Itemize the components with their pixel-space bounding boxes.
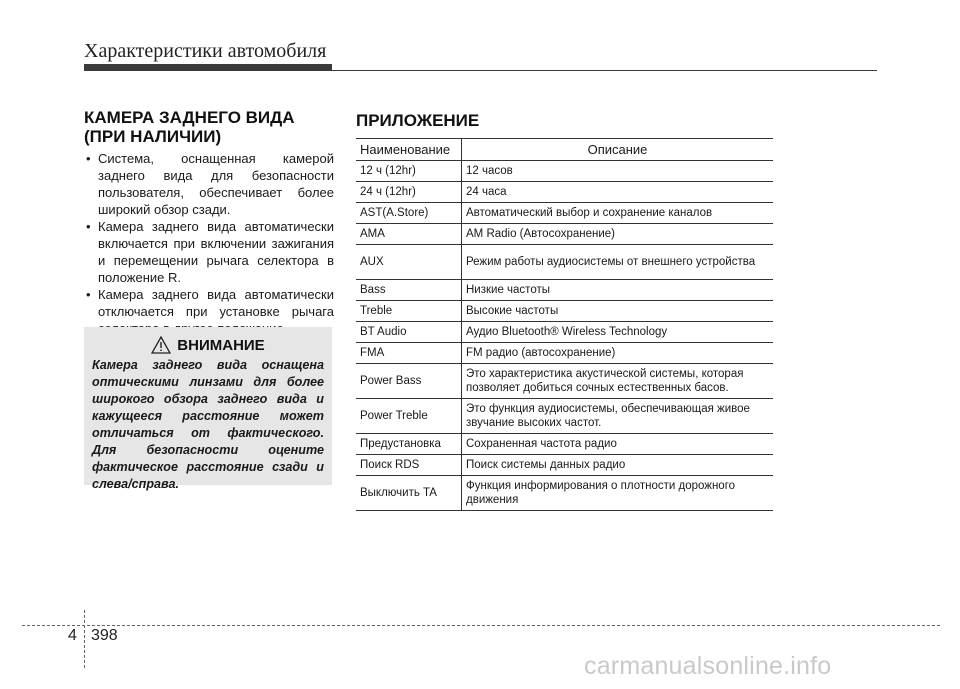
- cell-description: Это функция аудиосистемы, обеспечивающая живое звучание высоких частот.: [462, 399, 774, 434]
- table-row: [356, 280, 773, 301]
- list-item: • Система, оснащенная камерой заднего вида для безопасности пользователя, обеспечивает более широкий обзор сзади.: [86, 151, 334, 217]
- cell-name: BT Audio: [356, 322, 462, 343]
- warning-triangle-icon: [151, 336, 171, 354]
- rear-camera-section: [84, 108, 334, 337]
- column-header-name: Наименование: [356, 139, 462, 161]
- cell-name: Treble: [356, 301, 462, 322]
- cell-name: Предустановка: [356, 434, 462, 455]
- warning-box: [84, 327, 332, 491]
- cell-name: Выключить TA: [356, 476, 462, 511]
- cell-name: AUX: [356, 245, 462, 280]
- cell-description: AM Radio (Автосохранение): [462, 224, 774, 245]
- header-rule: [332, 70, 877, 71]
- table-row: [356, 343, 773, 364]
- cell-description: 24 часа: [462, 182, 774, 203]
- cell-description: FM радио (автосохранение): [462, 343, 774, 364]
- header-bar: [84, 64, 332, 71]
- warning-title: ВНИМАНИЕ: [177, 336, 265, 354]
- cell-description: Автоматический выбор и сохранение каналов: [462, 203, 774, 224]
- table-row: [356, 182, 773, 203]
- cell-name: AMA: [356, 224, 462, 245]
- watermark: carmanualsonline.info: [584, 652, 832, 680]
- cell-description: 12 часов: [462, 161, 774, 182]
- footer-dashed-rule: [22, 625, 940, 626]
- cell-description: Сохраненная частота радио: [462, 434, 774, 455]
- cell-description: Низкие частоты: [462, 280, 774, 301]
- cell-name: Power Treble: [356, 399, 462, 434]
- cell-name: FMA: [356, 343, 462, 364]
- table-row: [356, 245, 773, 280]
- cell-description: Аудио Bluetooth® Wireless Technology: [462, 322, 774, 343]
- list-item: • Камера заднего вида автоматически отключается при установке рычага: [86, 287, 334, 319]
- footer-dashed-divider: [84, 610, 85, 668]
- cell-description: Это характеристика акустической системы, которая позволяет добиться сочных естественных басов.: [462, 364, 774, 399]
- list-item: • Камера заднего вида автоматически включается при включении зажигания и перемещении рычага селектора в положение R.: [86, 219, 334, 285]
- page-header-title: Характеристики автомобиля: [84, 40, 327, 62]
- rear-camera-bullets: [84, 150, 334, 337]
- cell-name: Bass: [356, 280, 462, 301]
- cell-description: Поиск системы данных радио: [462, 455, 774, 476]
- page-number: 398: [91, 627, 118, 644]
- table-row: [356, 364, 773, 399]
- cell-description: Функция информирования о плотности дорожного движения: [462, 476, 774, 511]
- cell-description: Режим работы аудиосистемы от внешнего устройства: [462, 245, 774, 280]
- table-row: [356, 301, 773, 322]
- table-row: [356, 399, 773, 434]
- cell-name: AST(A.Store): [356, 203, 462, 224]
- warning-text: Камера заднего вида оснащена оптическими линзами для более широкого обзора заднего вида и кажущееся расстояние может отличаться от фактического. Для безопасности оцените фактическое расстояние сзади и слева/справа.: [92, 358, 324, 491]
- chapter-number: 4: [68, 627, 77, 644]
- applications-table: [356, 138, 773, 511]
- table-row: [356, 322, 773, 343]
- table-header-row: [356, 139, 773, 161]
- cell-name: 12 ч (12hr): [356, 161, 462, 182]
- table-row: [356, 203, 773, 224]
- cell-name: 24 ч (12hr): [356, 182, 462, 203]
- table-row: [356, 434, 773, 455]
- cell-name: Поиск RDS: [356, 455, 462, 476]
- table-row: [356, 161, 773, 182]
- column-header-description: Описание: [462, 139, 774, 161]
- rear-camera-title-line2: (ПРИ НАЛИЧИИ): [84, 127, 222, 146]
- table-row: [356, 476, 773, 511]
- cell-name: Power Bass: [356, 364, 462, 399]
- applications-title: ПРИЛОЖЕНИЕ: [356, 111, 480, 130]
- warning-header: [92, 336, 324, 354]
- table-row: [356, 455, 773, 476]
- rear-camera-title: [84, 108, 334, 146]
- rear-camera-title-line1: КАМЕРА ЗАДНЕГО ВИДА: [84, 108, 295, 127]
- table-row: [356, 224, 773, 245]
- cell-description: Высокие частоты: [462, 301, 774, 322]
